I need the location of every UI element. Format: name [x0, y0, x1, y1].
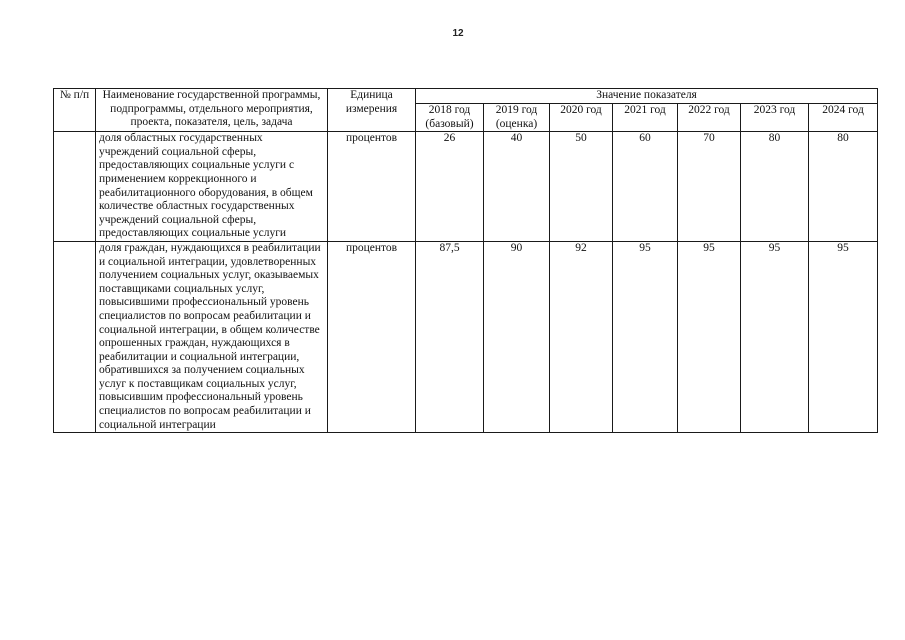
table-body	[54, 132, 878, 433]
row-number	[54, 241, 96, 432]
col-header-values-group: Значение показателя	[416, 89, 878, 104]
value-cell: 92	[550, 241, 613, 432]
value-cell: 40	[484, 132, 550, 242]
table-row	[54, 241, 878, 432]
col-header-year: 2019 год (оценка)	[484, 104, 550, 132]
value-cell: 87,5	[416, 241, 484, 432]
header-row-top	[54, 89, 878, 104]
value-cell: 95	[809, 241, 878, 432]
row-number	[54, 132, 96, 242]
value-cell: 95	[678, 241, 741, 432]
value-cell: 70	[678, 132, 741, 242]
col-header-name: Наименование государственной программы, подпрограммы, отдельного мероприятия, проекта, показателя, цель, задача	[96, 89, 328, 132]
indicator-name: доля граждан, нуждающихся в реабилитации и социальной интеграции, удовлетворенных получением социальных услуг, оказываемых поставщиками социальных услуг, повысившими профессиональный уровень специалистов по вопросам реабилитации и социальной интеграции, в общем количестве опрошенных граждан, нуждающихся в реабилитации и социальной интеграции, обратившихся за получением социальных услуг к поставщикам социальных услуг, повысившим профессиональный уровень специалистов по вопросам реабилитации и социальной интеграции	[96, 241, 328, 432]
col-header-unit: Единица измерения	[328, 89, 416, 132]
value-cell: 80	[741, 132, 809, 242]
page-number: 12	[452, 28, 464, 39]
col-header-year: 2023 год	[741, 104, 809, 132]
indicators-table	[53, 88, 878, 433]
table-header	[54, 89, 878, 132]
value-cell: 60	[613, 132, 678, 242]
col-header-year: 2024 год	[809, 104, 878, 132]
value-cell: 50	[550, 132, 613, 242]
col-header-year: 2022 год	[678, 104, 741, 132]
value-cell: 95	[613, 241, 678, 432]
indicator-name: доля областных государственных учреждений социальной сферы, предоставляющих социальные услуги с применением коррекционного и реабилитационного оборудования, в общем количестве областных государственных учреждений социальной сферы, предоставляющих социальные услуги	[96, 132, 328, 242]
col-header-year: 2021 год	[613, 104, 678, 132]
col-header-year: 2018 год (базовый)	[416, 104, 484, 132]
value-cell: 80	[809, 132, 878, 242]
value-cell: 95	[741, 241, 809, 432]
table-row	[54, 132, 878, 242]
col-header-year: 2020 год	[550, 104, 613, 132]
value-cell: 90	[484, 241, 550, 432]
unit-cell: процентов	[328, 241, 416, 432]
col-header-num: № п/п	[54, 89, 96, 132]
unit-cell: процентов	[328, 132, 416, 242]
value-cell: 26	[416, 132, 484, 242]
